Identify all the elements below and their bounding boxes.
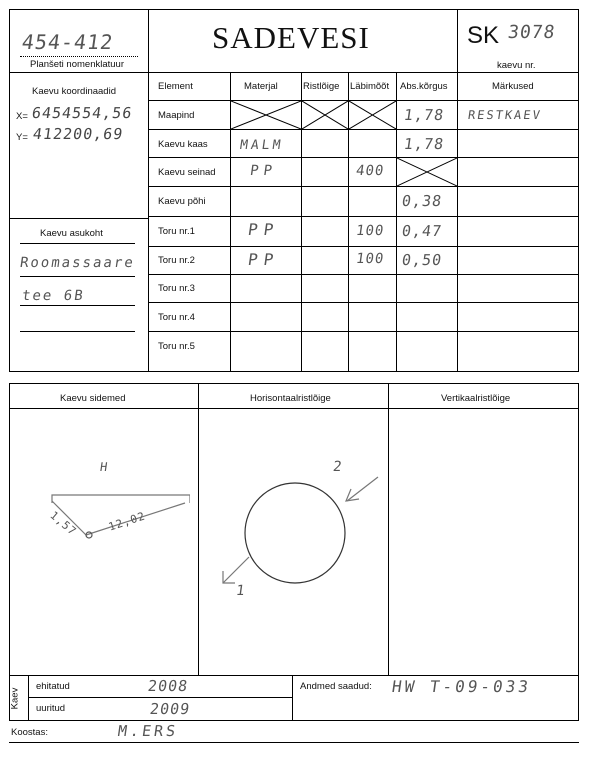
table-row-line (148, 274, 578, 275)
crossed-cell-cross-maapind (302, 101, 348, 129)
ties-left-distance: 1,57 (47, 508, 80, 539)
table-row-line (148, 302, 578, 303)
form-title: SADEVESI (212, 20, 370, 55)
location-label-line (20, 243, 135, 244)
horizontal-section-sketch (215, 465, 390, 600)
header-bottom-line (10, 72, 578, 73)
header-material: Materjal (244, 81, 278, 92)
data-from-value: HW T-09-033 (390, 677, 533, 696)
row-element: Maapind (158, 110, 195, 121)
header-element: Element (158, 81, 193, 92)
sketch-col-ties-label: Kaevu sidemed (60, 393, 126, 404)
header-divider-left (148, 10, 149, 371)
footer-side-label: Kaev (9, 687, 21, 710)
cell-diameter: 100 (354, 223, 386, 239)
well-number-label: kaevu nr. (497, 60, 536, 71)
table-row-line (148, 186, 578, 187)
cell-abs-height: 1,78 (402, 106, 446, 124)
row-element: Kaevu seinad (158, 167, 216, 178)
cell-material: MALM (238, 138, 285, 153)
cell-abs-height: 0,38 (400, 192, 444, 210)
cell-abs-height: 0,50 (400, 251, 444, 269)
pipe-in-number: 2 (331, 459, 344, 475)
nomenclature-underline (20, 56, 138, 57)
cell-abs-height: 1,78 (402, 135, 446, 153)
cell-abs-height: 0,47 (400, 222, 444, 240)
nomenclature-label: Planšeti nomenklatuur (30, 59, 124, 70)
table-row-line (148, 129, 578, 130)
row-element: Kaevu kaas (158, 139, 208, 150)
cell-material: PP (248, 163, 278, 179)
cell-diameter: 400 (354, 163, 386, 179)
location-line-2: tee 6B (20, 288, 86, 304)
row-element: Toru nr.5 (158, 341, 195, 352)
sketch-col-vertical-label: Vertikaalristlõige (441, 393, 511, 404)
nomenclature-value: 454-412 (20, 30, 115, 54)
sk-number: 3078 (506, 22, 557, 43)
header-notes: Märkused (492, 81, 534, 92)
table-row-line (148, 246, 578, 247)
footer-mid-divider (292, 675, 293, 721)
y-prefix: Y= (16, 132, 28, 143)
sketch-col-horizontal-label: Horisontaalristlõige (250, 393, 331, 404)
row-element: Toru nr.3 (158, 283, 195, 294)
row-element: Toru nr.1 (158, 226, 195, 237)
pipe-out-number: 1 (234, 583, 247, 599)
header-abs-height: Abs.kõrgus (400, 81, 448, 92)
crossed-cell-material-maapind (231, 101, 301, 129)
compiled-value: M.ERS (116, 722, 180, 740)
location-line-1: Roomassaare (18, 255, 136, 271)
built-label: ehitatud (36, 681, 70, 692)
crossed-cell-diameter-maapind (349, 101, 396, 129)
header-divider-right (457, 10, 458, 72)
table-row-line (148, 331, 578, 332)
sk-prefix: SK (467, 22, 500, 49)
data-from-label: Andmed saadud: (300, 681, 372, 692)
cell-material: PP (246, 250, 281, 269)
footer-side-divider (28, 675, 29, 721)
row-element: Kaevu põhi (158, 196, 206, 207)
cell-material: PP (246, 220, 281, 239)
cell-diameter: 100 (354, 251, 386, 267)
compiled-label: Koostas: (11, 727, 48, 738)
table-row-line (148, 216, 578, 217)
ties-right-distance: 12,02 (106, 509, 148, 534)
sketch-header-line (10, 408, 578, 409)
row-element: Toru nr.4 (158, 312, 195, 323)
compiled-underline (9, 742, 579, 743)
cell-notes: RESTKAEV (467, 108, 543, 122)
y-coordinate: 412200,69 (31, 125, 125, 143)
location-top-line (10, 218, 149, 219)
location-underline-3 (20, 331, 135, 332)
footer-row-line (28, 697, 292, 698)
ties-h-label: H (99, 460, 110, 474)
coordinates-label: Kaevu koordinaadid (32, 86, 116, 97)
location-underline-2 (20, 305, 135, 306)
crossed-cell-abs-walls (397, 158, 457, 186)
x-coordinate: 6454554,56 (30, 104, 134, 122)
header-cross-section: Ristlõige (303, 81, 340, 92)
built-value: 2008 (146, 677, 190, 695)
location-underline-1 (20, 276, 135, 277)
table-row-line (148, 157, 578, 158)
surveyed-label: uuritud (36, 703, 66, 714)
footer-top-line (10, 675, 578, 676)
x-prefix: X= (16, 111, 28, 122)
row-element: Toru nr.2 (158, 255, 195, 266)
sketch-divider-1 (198, 384, 199, 675)
table-col-line (457, 72, 458, 371)
header-diameter: Läbimõõt (350, 81, 390, 92)
table-col-line (396, 72, 397, 371)
surveyed-value: 2009 (148, 700, 192, 718)
location-label: Kaevu asukoht (40, 228, 103, 239)
